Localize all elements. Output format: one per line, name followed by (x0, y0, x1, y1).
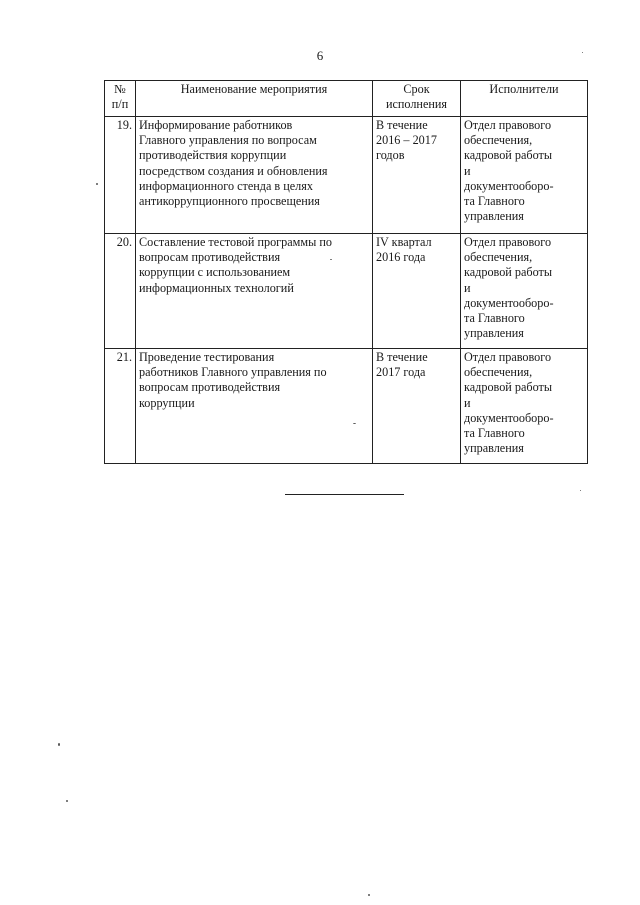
table-header-row (105, 81, 588, 117)
cell-line: Главного управления по вопросам (139, 133, 317, 148)
cell-line: информационного стенда в целях (139, 178, 313, 193)
header-executors (461, 81, 588, 117)
cell-line: 2017 года (376, 365, 426, 380)
cell-line: Отдел правового (464, 118, 552, 132)
deadline-cell (373, 349, 461, 464)
measure-name-cell (136, 117, 373, 234)
deadline-cell (373, 117, 461, 234)
executors-cell (461, 234, 588, 349)
cell-line: та Главного (464, 426, 525, 441)
header-number (105, 81, 136, 117)
cell-line: управления (464, 441, 524, 456)
header-deadline (373, 81, 461, 117)
cell-line: IV квартал (376, 235, 432, 249)
cell-line: та Главного (464, 311, 525, 326)
measures-table (104, 80, 588, 464)
cell-line: посредством создания и обновления (139, 163, 328, 178)
executors-cell (461, 117, 588, 234)
header-text: Наименование мероприятия (180, 82, 328, 96)
measure-name-cell (136, 349, 373, 464)
cell-line: и (464, 280, 471, 295)
cell-line: управления (464, 209, 524, 224)
cell-line: работников Главного управления по (139, 365, 327, 380)
cell-line: обеспечения, (464, 250, 533, 265)
cell-line: антикоррупционного просвещения (139, 194, 320, 209)
header-text: п/п (111, 97, 129, 112)
cell-line: Проведение тестирования (139, 350, 275, 364)
cell-line: кадровой работы (464, 380, 553, 395)
row-number: 19. (105, 117, 136, 234)
cell-line: Составление тестовой программы по (139, 235, 332, 249)
table-row (105, 349, 588, 464)
scan-speck (66, 800, 68, 802)
scan-speck (353, 423, 356, 424)
page-number: 6 (316, 48, 324, 63)
cell-line: 2016 – 2017 (376, 133, 437, 148)
cell-line: вопросам противодействия (139, 250, 281, 265)
cell-line: В течение (376, 350, 428, 364)
cell-line: документооборо- (464, 295, 554, 310)
scan-speck (582, 52, 583, 53)
header-text: исполнения (385, 97, 448, 112)
scan-speck (58, 743, 60, 746)
cell-line: Отдел правового (464, 235, 552, 249)
cell-line: Информирование работников (139, 118, 293, 132)
cell-line: коррупции с использованием (139, 265, 291, 280)
scan-speck (368, 894, 370, 896)
cell-line: обеспечения, (464, 133, 533, 148)
header-text: № (114, 82, 126, 96)
table-row (105, 234, 588, 349)
cell-line: и (464, 163, 471, 178)
cell-line: годов (376, 148, 405, 163)
table-row (105, 117, 588, 234)
cell-line: обеспечения, (464, 365, 533, 380)
deadline-cell (373, 234, 461, 349)
row-number: 21. (105, 349, 136, 464)
header-text: Срок (403, 82, 430, 96)
cell-line: противодействия коррупции (139, 148, 287, 163)
scan-speck (96, 183, 98, 185)
header-text: Исполнители (489, 82, 559, 96)
cell-line: документооборо- (464, 410, 554, 425)
cell-line: кадровой работы (464, 265, 553, 280)
end-separator-line (285, 494, 404, 495)
cell-line: В течение (376, 118, 428, 132)
cell-line: и (464, 395, 471, 410)
scan-speck (330, 259, 332, 260)
cell-line: Отдел правового (464, 350, 552, 364)
cell-line: 2016 года (376, 250, 426, 265)
cell-line: та Главного (464, 194, 525, 209)
cell-line: информационных технологий (139, 280, 294, 295)
executors-cell (461, 349, 588, 464)
cell-line: кадровой работы (464, 148, 553, 163)
measure-name-cell (136, 234, 373, 349)
scan-speck (580, 490, 581, 491)
cell-line: вопросам противодействия (139, 380, 281, 395)
header-measure-name (136, 81, 373, 117)
cell-line: коррупции (139, 395, 195, 410)
cell-line: документооборо- (464, 178, 554, 193)
cell-line: управления (464, 326, 524, 341)
row-number: 20. (105, 234, 136, 349)
